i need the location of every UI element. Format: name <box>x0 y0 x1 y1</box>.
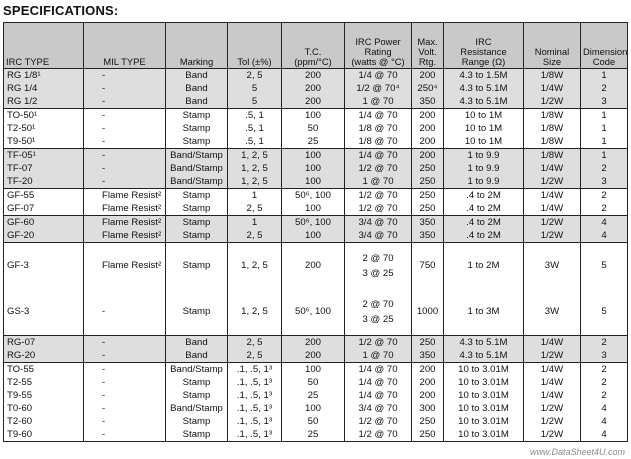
table-cell: 1 to 9.9 <box>444 175 524 189</box>
table-row <box>4 162 628 175</box>
table-cell: .4 to 2M <box>444 189 524 203</box>
table-cell: 1/4W <box>524 363 581 377</box>
table-cell: 3 <box>581 349 628 363</box>
table-cell: 1/8W <box>524 69 581 83</box>
table-cell: 4.3 to 5.1M <box>444 95 524 109</box>
table-row <box>4 216 628 230</box>
table-cell: Band/Stamp <box>166 363 228 377</box>
table-cell: .1, .5, 1³ <box>228 389 282 402</box>
table-cell <box>345 289 412 336</box>
table-cell: Stamp <box>166 109 228 123</box>
table-cell: 10 to 1M <box>444 122 524 135</box>
table-cell: GF-20 <box>4 229 84 243</box>
table-cell: 5 <box>228 95 282 109</box>
table-cell: 10 to 3.01M <box>444 402 524 415</box>
table-cell: 1/8W <box>524 149 581 163</box>
table-cell: 200 <box>282 82 345 95</box>
table-cell: 25 <box>282 428 345 442</box>
table-cell: GF-07 <box>4 202 84 216</box>
table-cell: 100 <box>282 175 345 189</box>
table-row <box>4 122 628 135</box>
table-cell: Band/Stamp <box>166 162 228 175</box>
table-row <box>4 229 628 243</box>
column-header-line: IRC TYPE <box>6 56 50 67</box>
table-cell: 1 <box>581 109 628 123</box>
table-cell: 1 <box>228 189 282 203</box>
table-cell: 200 <box>412 376 444 389</box>
table-cell: 1/2 @ 70 <box>345 202 412 216</box>
table-cell: 1 to 9.9 <box>444 162 524 175</box>
table-row <box>4 428 628 442</box>
table-cell: 1/4W <box>524 336 581 350</box>
table-cell: 1/2 @ 70⁴ <box>345 82 412 95</box>
table-cell: - <box>84 402 166 415</box>
column-header <box>444 23 524 69</box>
table-row <box>4 289 628 336</box>
column-header-line: Marking <box>179 56 214 67</box>
table-cell: 25 <box>282 389 345 402</box>
table-cell: 1/2W <box>524 175 581 189</box>
table-cell: 200 <box>282 336 345 350</box>
table-cell: GS-3 <box>4 289 84 336</box>
table-cell: 50⁶, 100 <box>282 216 345 230</box>
page-title: SPECIFICATIONS: <box>3 3 119 18</box>
table-cell: 250 <box>412 162 444 175</box>
cell-line: 3 @ 25 <box>362 314 394 325</box>
table-row <box>4 175 628 189</box>
table-cell: 200 <box>282 95 345 109</box>
table-cell: Band <box>166 69 228 83</box>
table-cell: T0-60 <box>4 402 84 415</box>
table-cell: Band <box>166 95 228 109</box>
table-cell: 2 <box>581 82 628 95</box>
table-cell: - <box>84 336 166 350</box>
column-header <box>412 23 444 69</box>
table-cell: 200 <box>412 149 444 163</box>
table-cell: 1/2W <box>524 95 581 109</box>
table-cell: 5 <box>581 243 628 290</box>
table-cell: 1/4 @ 70 <box>345 389 412 402</box>
table-cell: 50 <box>282 415 345 428</box>
table-cell: 1 @ 70 <box>345 175 412 189</box>
table-cell: Flame Resist² <box>84 229 166 243</box>
table-cell: 200 <box>412 69 444 83</box>
column-header-line: Size <box>542 56 562 67</box>
column-header-line: MIL TYPE <box>103 56 146 67</box>
column-header <box>282 23 345 69</box>
table-cell: 1/8W <box>524 109 581 123</box>
table-cell: - <box>84 122 166 135</box>
table-row <box>4 376 628 389</box>
table-cell: 1 to 9.9 <box>444 149 524 163</box>
cell-line: 3 @ 25 <box>362 268 394 279</box>
table-cell: Band/Stamp <box>166 175 228 189</box>
table-cell: 2 <box>581 389 628 402</box>
table-cell: 10 to 3.01M <box>444 415 524 428</box>
table-cell: Stamp <box>166 415 228 428</box>
table-cell: 1/2 @ 70 <box>345 415 412 428</box>
table-cell: .1, .5, 1³ <box>228 428 282 442</box>
table-cell: 10 to 3.01M <box>444 376 524 389</box>
table-cell: 100 <box>282 109 345 123</box>
table-cell: 1/2W <box>524 229 581 243</box>
table-cell: 250 <box>412 415 444 428</box>
table-cell <box>345 243 412 290</box>
table-cell: 250⁴ <box>412 82 444 95</box>
table-cell: 1 <box>581 69 628 83</box>
table-cell: 350 <box>412 229 444 243</box>
table-cell: 3/4 @ 70 <box>345 229 412 243</box>
table-cell: 10 to 3.01M <box>444 428 524 442</box>
column-header-line: Dimension <box>583 46 628 57</box>
table-row <box>4 149 628 163</box>
header-row <box>4 23 628 69</box>
column-header-line: T.C. <box>304 46 322 57</box>
table-cell: 1 <box>581 135 628 149</box>
table-cell: - <box>84 389 166 402</box>
table-cell: 5 <box>581 289 628 336</box>
table-cell: TO-50¹ <box>4 109 84 123</box>
table-cell: 250 <box>412 189 444 203</box>
table-cell: - <box>84 95 166 109</box>
table-cell: T2-55 <box>4 376 84 389</box>
table-cell: .5, 1 <box>228 109 282 123</box>
table-cell: Stamp <box>166 289 228 336</box>
table-row <box>4 202 628 216</box>
table-row <box>4 189 628 203</box>
table-cell: 100 <box>282 149 345 163</box>
table-cell: 5 <box>228 82 282 95</box>
table-cell: 1/4W <box>524 82 581 95</box>
table-row <box>4 389 628 402</box>
table-cell: GF-3 <box>4 243 84 290</box>
column-header <box>345 23 412 69</box>
table-cell: 300 <box>412 402 444 415</box>
table-cell: T2-50¹ <box>4 122 84 135</box>
table-cell: 1/2W <box>524 349 581 363</box>
table-cell: 1/2W <box>524 428 581 442</box>
table-cell: T9-60 <box>4 428 84 442</box>
column-header-line: Nominal <box>534 46 570 57</box>
table-cell: 3W <box>524 289 581 336</box>
table-cell: .1, .5, 1³ <box>228 363 282 377</box>
table-cell: 4.3 to 1.5M <box>444 69 524 83</box>
table-cell: 1/2W <box>524 415 581 428</box>
table-cell: 100 <box>282 162 345 175</box>
table-cell: Band/Stamp <box>166 149 228 163</box>
table-cell: 2, 5 <box>228 336 282 350</box>
table-cell: 1, 2, 5 <box>228 243 282 290</box>
table-row <box>4 336 628 350</box>
cell-line: 2 @ 70 <box>362 253 394 264</box>
table-cell: 3 <box>581 95 628 109</box>
table-cell: TO-55 <box>4 363 84 377</box>
table-cell: RG 1/2 <box>4 95 84 109</box>
table-cell: 2 <box>581 189 628 203</box>
column-header-line: Rtg. <box>418 56 437 67</box>
table-cell: - <box>84 415 166 428</box>
table-cell: 1, 2, 5 <box>228 162 282 175</box>
column-header <box>4 23 84 69</box>
table-cell: 4.3 to 5.1M <box>444 336 524 350</box>
table-cell: - <box>84 289 166 336</box>
table-body <box>4 69 628 442</box>
table-row <box>4 415 628 428</box>
table-row <box>4 95 628 109</box>
table-row <box>4 349 628 363</box>
table-cell: 1 to 3M <box>444 289 524 336</box>
table-row <box>4 402 628 415</box>
table-cell: T9-50¹ <box>4 135 84 149</box>
table-cell: 2 <box>581 202 628 216</box>
table-cell: 250 <box>412 428 444 442</box>
table-cell: 50⁶, 100 <box>282 289 345 336</box>
table-cell: .5, 1 <box>228 122 282 135</box>
table-cell: Stamp <box>166 389 228 402</box>
table-cell: 2, 5 <box>228 69 282 83</box>
table-row <box>4 109 628 123</box>
table-cell: Flame Resist² <box>84 216 166 230</box>
table-cell: 1/8W <box>524 122 581 135</box>
table-cell: 1/2W <box>524 402 581 415</box>
table-cell: 4 <box>581 428 628 442</box>
table-cell: - <box>84 428 166 442</box>
table-cell: 250 <box>412 175 444 189</box>
table-cell: 2, 5 <box>228 229 282 243</box>
table-cell: Stamp <box>166 376 228 389</box>
table-row <box>4 69 628 83</box>
table-cell: 100 <box>282 229 345 243</box>
column-header <box>524 23 581 69</box>
table-cell: 200 <box>412 109 444 123</box>
table-cell: - <box>84 149 166 163</box>
table-cell: 1 to 2M <box>444 243 524 290</box>
table-cell: - <box>84 175 166 189</box>
table-cell: Band/Stamp <box>166 402 228 415</box>
table-cell: 200 <box>412 135 444 149</box>
table-cell: 1/8W <box>524 135 581 149</box>
table-cell: 1/2 @ 70 <box>345 189 412 203</box>
table-cell: - <box>84 376 166 389</box>
table-cell: 350 <box>412 349 444 363</box>
table-cell: 50 <box>282 376 345 389</box>
table-cell: 3W <box>524 243 581 290</box>
table-cell: Stamp <box>166 122 228 135</box>
table-cell: 1 @ 70 <box>345 349 412 363</box>
column-header-line: (ppm/°C) <box>294 56 332 67</box>
table-cell: Flame Resist² <box>84 202 166 216</box>
table-cell: Stamp <box>166 189 228 203</box>
table-cell: 250 <box>412 202 444 216</box>
table-cell: 50⁶, 100 <box>282 189 345 203</box>
table-cell: 1/4W <box>524 389 581 402</box>
table-cell: TF-07 <box>4 162 84 175</box>
table-cell: 350 <box>412 95 444 109</box>
column-header-line: Volt. <box>418 46 437 57</box>
table-cell: Stamp <box>166 243 228 290</box>
table-cell: - <box>84 109 166 123</box>
table-cell: 1, 2, 5 <box>228 175 282 189</box>
column-header-line: Tol (±%) <box>237 56 272 67</box>
table-cell: 2 <box>581 363 628 377</box>
table-cell: 3 <box>581 175 628 189</box>
column-header-line: Max. <box>417 36 438 47</box>
table-row <box>4 135 628 149</box>
table-cell: 1/2 @ 70 <box>345 336 412 350</box>
column-header <box>228 23 282 69</box>
column-header <box>84 23 166 69</box>
table-cell: - <box>84 69 166 83</box>
table-cell: 4.3 to 5.1M <box>444 349 524 363</box>
cell-line: 2 @ 70 <box>362 299 394 310</box>
table-cell: 200 <box>282 69 345 83</box>
column-header <box>166 23 228 69</box>
table-cell: 1/4 @ 70 <box>345 109 412 123</box>
table-cell: 1, 2, 5 <box>228 149 282 163</box>
table-cell: 2, 5 <box>228 202 282 216</box>
table-cell: 4 <box>581 216 628 230</box>
table-cell: 1 <box>228 216 282 230</box>
table-cell: .4 to 2M <box>444 216 524 230</box>
table-cell: 1/4W <box>524 162 581 175</box>
table-cell: 10 to 3.01M <box>444 363 524 377</box>
specifications-table <box>3 22 628 442</box>
column-header-line: Rating <box>364 46 392 57</box>
table-cell: 25 <box>282 135 345 149</box>
table-cell: 100 <box>282 402 345 415</box>
table-cell: 1/4 @ 70 <box>345 69 412 83</box>
table-cell: 100 <box>282 202 345 216</box>
table-cell: 200 <box>412 363 444 377</box>
table-cell: 4 <box>581 229 628 243</box>
table-cell: 2 <box>581 336 628 350</box>
table-cell: 1000 <box>412 289 444 336</box>
table-cell: 200 <box>412 389 444 402</box>
table-cell: 2 <box>581 162 628 175</box>
column-header <box>581 23 628 69</box>
table-cell: 100 <box>282 363 345 377</box>
table-cell: 1/4 @ 70 <box>345 363 412 377</box>
table-cell: 1/8 @ 70 <box>345 135 412 149</box>
table-cell: RG-07 <box>4 336 84 350</box>
table-cell: TF-20 <box>4 175 84 189</box>
table-cell: 1/2 @ 70 <box>345 428 412 442</box>
column-header-line: Code <box>592 56 616 67</box>
table-cell: 1/2W <box>524 216 581 230</box>
table-cell: 4 <box>581 402 628 415</box>
table-cell: 1/4W <box>524 189 581 203</box>
table-row <box>4 82 628 95</box>
table-cell: 1/4W <box>524 202 581 216</box>
table-cell: GF-60 <box>4 216 84 230</box>
table-cell: 50 <box>282 122 345 135</box>
table-cell: .1, .5, 1³ <box>228 402 282 415</box>
table-cell: 1/4W <box>524 376 581 389</box>
table-cell: - <box>84 349 166 363</box>
table-cell: 350 <box>412 216 444 230</box>
table-cell: .1, .5, 1³ <box>228 415 282 428</box>
table-cell: 250 <box>412 336 444 350</box>
table-cell: .5, 1 <box>228 135 282 149</box>
watermark: www.DataSheet4U.com <box>529 447 625 457</box>
table-cell: 1 @ 70 <box>345 95 412 109</box>
table-cell: - <box>84 82 166 95</box>
table-row <box>4 363 628 377</box>
table-cell: Stamp <box>166 202 228 216</box>
table-cell: 3/4 @ 70 <box>345 216 412 230</box>
table-cell: 3/4 @ 70 <box>345 402 412 415</box>
column-header-line: IRC Power <box>355 36 401 47</box>
table-cell: RG 1/8¹ <box>4 69 84 83</box>
table-cell: 1/2 @ 70 <box>345 162 412 175</box>
table-cell: 200 <box>412 122 444 135</box>
table-cell: 2, 5 <box>228 349 282 363</box>
table-cell: Band <box>166 336 228 350</box>
table-cell: - <box>84 162 166 175</box>
column-header-line: Range (Ω) <box>461 56 506 67</box>
table-cell: 1, 2, 5 <box>228 289 282 336</box>
table-cell: Flame Resist² <box>84 243 166 290</box>
table-cell: Stamp <box>166 229 228 243</box>
table-cell: 200 <box>282 349 345 363</box>
table-cell: 10 to 1M <box>444 135 524 149</box>
table-cell: GF-55 <box>4 189 84 203</box>
table-row <box>4 243 628 290</box>
table-cell: Flame Resist² <box>84 189 166 203</box>
table-cell: 1 <box>581 122 628 135</box>
table-cell: 10 to 1M <box>444 109 524 123</box>
table-cell: RG-20 <box>4 349 84 363</box>
column-header-line: Resistance <box>460 46 507 57</box>
column-header-line: (watts @ °C) <box>351 56 405 67</box>
table-cell: 1 <box>581 149 628 163</box>
table-cell: Stamp <box>166 428 228 442</box>
table-cell: 10 to 3.01M <box>444 389 524 402</box>
table-cell: T9-55 <box>4 389 84 402</box>
table-cell: 2 <box>581 376 628 389</box>
table-cell: .1, .5, 1³ <box>228 376 282 389</box>
table-cell: - <box>84 363 166 377</box>
table-cell: 1/8 @ 70 <box>345 122 412 135</box>
table-cell: .4 to 2M <box>444 229 524 243</box>
table-cell: T2-60 <box>4 415 84 428</box>
table-cell: 750 <box>412 243 444 290</box>
table-cell: 4 <box>581 415 628 428</box>
table-cell: 200 <box>282 243 345 290</box>
table-cell: RG 1/4 <box>4 82 84 95</box>
table-cell: TF-05¹ <box>4 149 84 163</box>
table-cell: Stamp <box>166 135 228 149</box>
table-cell: Band <box>166 82 228 95</box>
table-cell: Stamp <box>166 216 228 230</box>
table-cell: Band <box>166 349 228 363</box>
table-cell: 1/4 @ 70 <box>345 149 412 163</box>
table-cell: .4 to 2M <box>444 202 524 216</box>
table-cell: 4.3 to 5.1M <box>444 82 524 95</box>
column-header-line: IRC <box>475 36 492 47</box>
table-header <box>4 23 628 69</box>
table-cell: - <box>84 135 166 149</box>
table-cell: 1/4 @ 70 <box>345 376 412 389</box>
